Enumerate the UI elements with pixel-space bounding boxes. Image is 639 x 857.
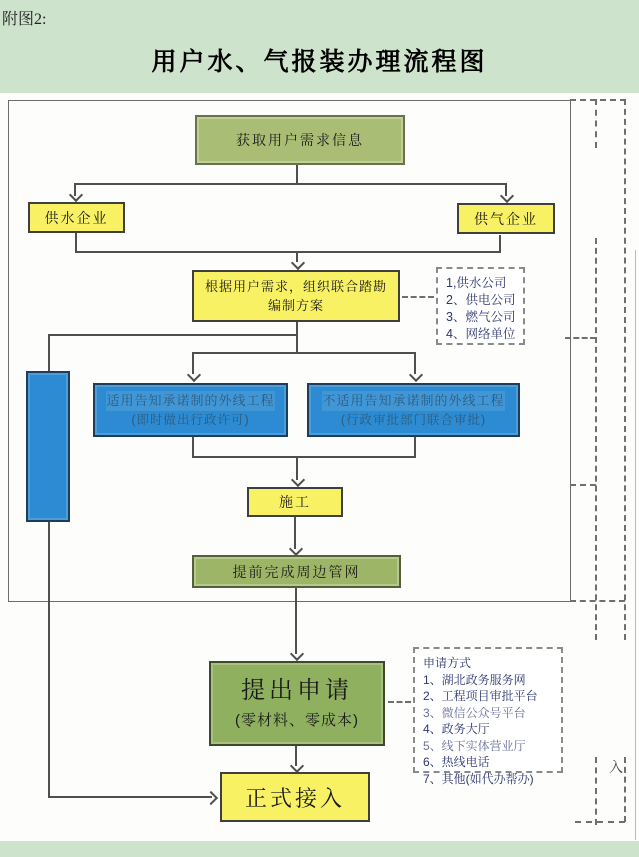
connector-line bbox=[296, 322, 298, 354]
connector-line bbox=[414, 437, 416, 458]
dashed-guide bbox=[624, 99, 626, 640]
dashed-guide bbox=[570, 484, 596, 486]
dashed-guide bbox=[595, 757, 597, 825]
note-joint-units bbox=[436, 267, 525, 345]
connector-line bbox=[192, 437, 194, 458]
node-blue-bar bbox=[26, 371, 70, 522]
note-item: 2、工程项目审批平台 bbox=[423, 689, 538, 703]
side-annotation: 入 bbox=[609, 759, 623, 775]
node-label-line2: (即时做出行政许可) bbox=[131, 413, 250, 427]
diagram-border bbox=[8, 100, 571, 602]
node-submit-application bbox=[209, 661, 385, 746]
node-label-line2: 编制方案 bbox=[267, 298, 324, 313]
note-item: 3、燃气公司 bbox=[446, 310, 516, 324]
node-water-company bbox=[28, 202, 125, 233]
dashed-guide bbox=[575, 821, 625, 823]
node-label: 获取用户需求信息 bbox=[236, 132, 364, 148]
node-label: 供气企业 bbox=[474, 210, 538, 227]
note-title: 申请方式 bbox=[423, 656, 472, 670]
node-label-line1: 根据用户需求，组织联合踏勘 bbox=[204, 279, 387, 294]
connector-line bbox=[48, 796, 212, 798]
note-item: 6、热线电话 bbox=[423, 755, 490, 769]
note-item: 7、其他(如代办帮办) bbox=[423, 771, 534, 786]
note-item: 3、微信公众号平台 bbox=[423, 705, 526, 720]
note-item: 1、湖北政务服务网 bbox=[423, 672, 526, 687]
connector-line bbox=[192, 352, 416, 354]
connector-line bbox=[74, 183, 507, 185]
node-pipeline-complete bbox=[192, 555, 401, 588]
node-formal-connection bbox=[220, 772, 370, 822]
node-label: 提前完成周边管网 bbox=[232, 563, 361, 580]
node-label: 正式接入 bbox=[244, 785, 345, 811]
node-label-line1: 提出申请 bbox=[241, 676, 353, 704]
node-label-line2: (零材料、零成本) bbox=[235, 711, 359, 729]
dashed-guide bbox=[565, 337, 596, 339]
connector-line bbox=[296, 165, 298, 184]
node-label-line1: 适用告知承诺制的外线工程 bbox=[106, 391, 274, 411]
node-gas-company bbox=[457, 203, 555, 234]
connector-line bbox=[192, 456, 416, 458]
connector-line bbox=[75, 251, 501, 253]
node-label-line1: 不适用告知承诺制的外线工程 bbox=[322, 391, 504, 411]
note-item: 4、网络单位 bbox=[446, 327, 516, 341]
node-label: 施工 bbox=[279, 494, 311, 510]
node-non-promise-project bbox=[307, 383, 520, 437]
note-item: 1,供水公司 bbox=[446, 276, 507, 290]
note-apply-methods bbox=[413, 647, 563, 786]
dashed-connector bbox=[402, 296, 434, 298]
node-survey-plan bbox=[192, 270, 400, 322]
node-construction bbox=[247, 487, 343, 517]
note-item: 2、供电公司 bbox=[446, 293, 516, 307]
node-label: 供水企业 bbox=[44, 209, 109, 226]
dashed-connector bbox=[388, 701, 411, 703]
node-promise-project bbox=[93, 383, 288, 437]
connector-line bbox=[48, 334, 298, 336]
figure-tag: 附图2: bbox=[2, 11, 47, 28]
note-item: 4、政务大厅 bbox=[423, 722, 490, 736]
dashed-guide bbox=[624, 757, 626, 822]
note-item: 5、线下实体营业厅 bbox=[423, 738, 526, 753]
page-title: 用户水、气报装办理流程图 bbox=[151, 48, 488, 76]
node-acquire-demand bbox=[195, 115, 405, 165]
dashed-guide bbox=[595, 238, 597, 640]
connector-line bbox=[75, 232, 77, 253]
node-label-line2: (行政审批部门联合审批) bbox=[340, 413, 487, 427]
dashed-guide bbox=[570, 99, 626, 101]
connector-line bbox=[295, 588, 297, 654]
dashed-guide bbox=[570, 600, 625, 602]
dashed-guide bbox=[595, 99, 597, 148]
scan-edge-line bbox=[635, 250, 636, 840]
